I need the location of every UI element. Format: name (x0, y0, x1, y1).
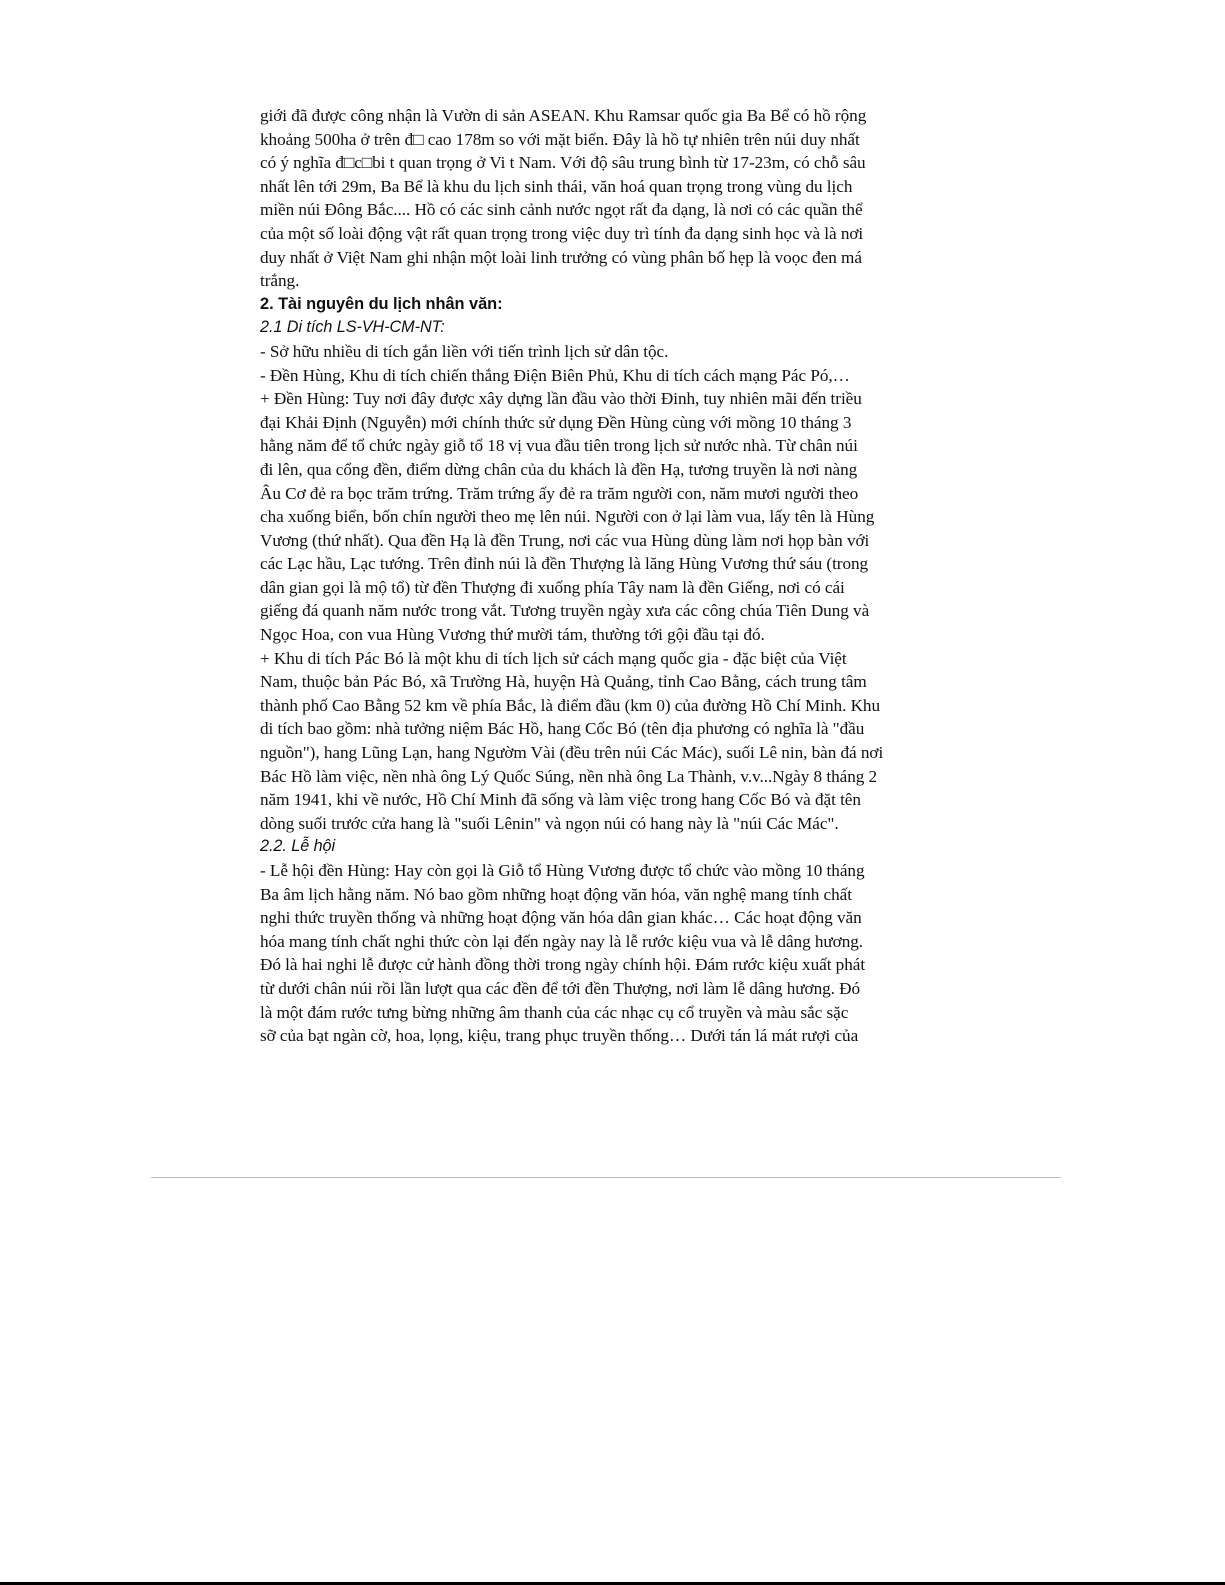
body-text-line: duy nhất ở Việt Nam ghi nhận một loài linh trưởng có vùng phân bố hẹp là voọc đen má (260, 247, 862, 267)
page-divider (151, 1177, 1061, 1178)
body-text-line: của một số loài động vật rất quan trọng trong việc duy trì tính đa dạng sinh học và là nơi (260, 223, 864, 243)
body-text-line: Ngọc Hoa, con vua Hùng Vương thứ mười tám, thường tới gội đầu tại đó. (260, 625, 765, 645)
body-text-line: các Lạc hầu, Lạc tướng. Trên đỉnh núi là đền Thượng là lăng Hùng Vương thứ sáu (trong (260, 554, 869, 574)
body-text-line: giới đã được công nhận là Vườn di sản ASEAN. Khu Ramsar quốc gia Ba Bể có hồ rộng (260, 106, 867, 125)
body-text-line: Bác Hồ làm việc, nền nhà ông Lý Quốc Súng, nền nhà ông La Thành, v.v...Ngày 8 tháng 2 (260, 766, 878, 786)
relics-section (260, 340, 980, 835)
body-text-line: nhất lên tới 29m, Ba Bể là khu du lịch sinh thái, văn hoá quan trọng trong vùng du lịch (260, 176, 853, 196)
body-text-line: cha xuống biển, bốn chín người theo mẹ lên núi. Người con ở lại làm vua, lấy tên là Hùng (260, 507, 875, 527)
body-text-line: đại Khải Định (Nguyễn) mới chính thức sử dụng Đền Hùng cùng với mồng 10 tháng 3 (260, 412, 852, 432)
body-text-line: dân gian gọi là mộ tổ) từ đền Thượng đi xuống phía Tây nam là đền Giếng, nơi có cái (260, 577, 845, 597)
body-text-line: là một đám rước tưng bừng những âm thanh của các nhạc cụ cổ truyền và màu sắc sặc (260, 1002, 849, 1022)
document-body (260, 104, 980, 1048)
body-text-line: hóa mang tính chất nghi thức còn lại đến ngày nay là lễ rước kiệu vua và lễ dâng hương. (260, 931, 864, 951)
body-text-line: nghi thức truyền thống và những hoạt động văn hóa dân gian khác… Các hoạt động văn (260, 908, 862, 928)
intro-paragraph (260, 104, 980, 293)
subsection-heading-festivals: 2.2. Lễ hội (260, 837, 336, 856)
body-text-line: đi lên, qua cổng đền, điểm dừng chân của du khách là đền Hạ, tương truyền là nơi nàng (260, 459, 858, 479)
body-text-line: giếng đá quanh năm nước trong vắt. Tương truyền ngày xưa các công chúa Tiên Dung và (260, 601, 870, 621)
body-text-line: có ý nghĩa đ□c□bi t quan trọng ở Vi t Nam. Với độ sâu trung bình từ 17-23m, có chỗ sâu (260, 153, 866, 173)
body-text-line: Ba âm lịch hằng năm. Nó bao gồm những hoạt động văn hóa, văn nghệ mang tính chất (260, 884, 852, 904)
subsection-heading-relics: 2.1 Di tích LS-VH-CM-NT: (260, 318, 445, 337)
body-text-line: Nam, thuộc bản Pác Bó, xã Trường Hà, huyện Hà Quảng, tỉnh Cao Bằng, cách trung tâm (260, 672, 867, 692)
body-text-line: - Lễ hội đền Hùng: Hay còn gọi là Giỗ tổ Hùng Vương được tổ chức vào mồng 10 tháng (260, 861, 865, 880)
festivals-section (260, 859, 980, 1048)
body-text-line: + Khu di tích Pác Bó là một khu di tích lịch sử cách mạng quốc gia - đặc biệt của Việt (260, 648, 847, 668)
body-text-line: Đó là hai nghi lễ được cử hành đồng thời trong ngày chính hội. Đám rước kiệu xuất phát (260, 955, 866, 975)
body-text-line: dòng suối trước cửa hang là "suối Lênin" và ngọn núi có hang này là "núi Các Mác". (260, 813, 839, 833)
body-text-line: - Sở hữu nhiều di tích gắn liền với tiến trình lịch sử dân tộc. (260, 341, 669, 361)
body-text-line: Vương (thứ nhất). Qua đền Hạ là đền Trung, nơi các vua Hùng dùng làm nơi họp bàn với (260, 530, 870, 550)
body-text-line: + Đền Hùng: Tuy nơi đây được xây dựng lần đầu vào thời Đinh, tuy nhiên mãi đến triều (260, 389, 862, 409)
body-text-line: từ dưới chân núi rồi lần lượt qua các đền để tới đền Thượng, nơi làm lễ dâng hương. Đó (260, 978, 861, 998)
body-text-line: sỡ của bạt ngàn cờ, hoa, lọng, kiệu, trang phục truyền thống… Dưới tán lá mát rượi của (260, 1026, 859, 1046)
body-text-line: khoảng 500ha ở trên đ□ cao 178m so với mặt biển. Đây là hồ tự nhiên trên núi duy nhất (260, 129, 860, 149)
body-text-line: nguồn"), hang Lũng Lạn, hang Ngườm Vài (đều trên núi Các Mác), suối Lê nin, bàn đá nơi (260, 743, 884, 763)
body-text-line: thành phố Cao Bằng 52 km về phía Bắc, là điểm đầu (km 0) của đường Hồ Chí Minh. Khu (260, 695, 881, 715)
body-text-line: hằng năm để tổ chức ngày giỗ tổ 18 vị vua đầu tiên trong lịch sử nước nhà. Từ chân núi (260, 436, 858, 456)
section-heading: 2. Tài nguyên du lịch nhân văn: (260, 294, 503, 313)
body-text-line: năm 1941, khi về nước, Hồ Chí Minh đã sống và làm việc trong hang Cốc Bó và đặt tên (260, 790, 861, 810)
body-text-line: - Đền Hùng, Khu di tích chiến thắng Điện Biên Phủ, Khu di tích cách mạng Pác Pó,… (260, 365, 850, 385)
body-text-line: Âu Cơ đẻ ra bọc trăm trứng. Trăm trứng ấy đẻ ra trăm người con, năm mươi người theo (260, 483, 859, 503)
body-text-line: miền núi Đông Bắc.... Hồ có các sinh cảnh nước ngọt rất đa dạng, là nơi có các quần thể (260, 200, 863, 220)
body-text-line: di tích bao gồm: nhà tưởng niệm Bác Hồ, hang Cốc Bó (tên địa phương có nghĩa là "đầu (260, 719, 865, 739)
body-text-line: trắng. (260, 271, 300, 291)
